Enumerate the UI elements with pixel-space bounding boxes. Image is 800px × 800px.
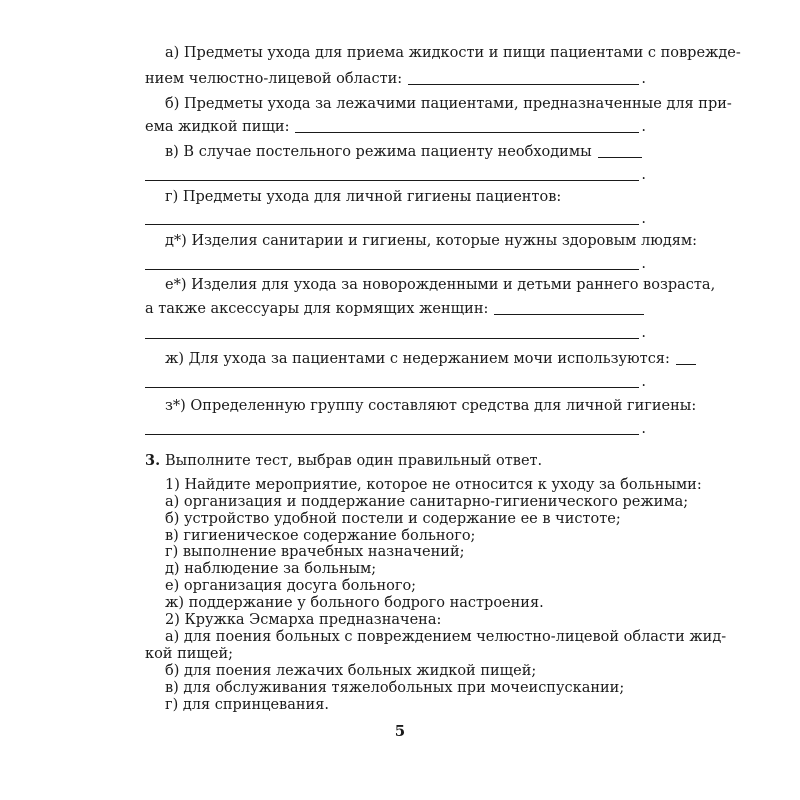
answer-blank[interactable] [145,180,639,181]
option-1e: е) организация досуга больного; [165,578,417,594]
option-2v: в) для обслуживания тяжелобольных при мочеиспускании; [165,680,625,696]
option-1v: в) гигиеническое содержание больного; [165,528,476,544]
item-zh-line1: ж) Для ухода за пациентами с недержанием мочи используются: [165,350,644,368]
answer-blank[interactable] [295,132,639,133]
answer-blank[interactable] [408,84,639,85]
item-a-line1: а) Предметы ухода для приема жидкости и пищи пациентами с поврежде- [165,45,741,61]
answer-blank[interactable] [598,157,642,158]
item-b-line2: ема жидкой пищи: . [145,119,646,135]
question-2-text: 2) Кружка Эсмарха предназначена: [165,612,442,628]
item-zh-line2: . [145,373,646,391]
answer-blank[interactable] [676,364,696,365]
item-d-line1: д*) Изделия санитарии и гигиены, которые нужны здоровым людям: [165,233,698,249]
exercise3-instruction: Выполните тест, выбрав один правильный ответ. [165,453,543,469]
item-g-line2: . [145,210,646,228]
answer-blank[interactable] [145,224,639,225]
option-2b: б) для поения лежачих больных жидкой пищей; [165,663,537,679]
item-b-line1: б) Предметы ухода за лежачими пациентами, предназначенные для при- [165,96,732,112]
option-2a-cont: кой пищей; [145,646,234,662]
option-1b: б) устройство удобной постели и содержание ее в чистоте; [165,511,621,527]
option-1zh: ж) поддержание у больного бодрого настроения. [165,595,544,611]
item-e-line2: а также аксессуары для кормящих женщин: [145,300,646,318]
item-z-line2: . [145,420,646,438]
answer-blank[interactable] [145,434,639,435]
item-v-line2: . [145,166,646,184]
item-g-line1: г) Предметы ухода для личной гигиены пациентов: [165,189,562,205]
exercise-number: 3. [145,452,161,469]
question-1-text: 1) Найдите мероприятие, которое не относится к уходу за больными: [165,477,702,493]
item-e-line1: е*) Изделия для ухода за новорожденными и детьми раннего возраста, [165,277,716,293]
item-v-line1: в) В случае постельного режима пациенту необходимы [165,143,644,161]
item-d-line2: . [145,255,646,273]
answer-blank[interactable] [145,269,639,270]
item-a-line2: нием челюстно-лицевой области: . [145,71,646,87]
page-number: 5 [394,722,406,740]
item-z-line1: з*) Определенную группу составляют средства для личной гигиены: [165,398,697,414]
option-2a: а) для поения больных с повреждением челюстно-лицевой области жид- [165,629,727,645]
option-1d: д) наблюдение за больным; [165,561,377,577]
answer-blank[interactable] [145,338,639,339]
option-2g: г) для спринцевания. [165,697,329,713]
option-1a: а) организация и поддержание санитарно-гигиенического режима; [165,494,689,510]
option-1g: г) выполнение врачебных назначений; [165,544,465,560]
answer-blank[interactable] [145,387,639,388]
answer-blank[interactable] [494,314,644,315]
item-e-line3: . [145,324,646,342]
